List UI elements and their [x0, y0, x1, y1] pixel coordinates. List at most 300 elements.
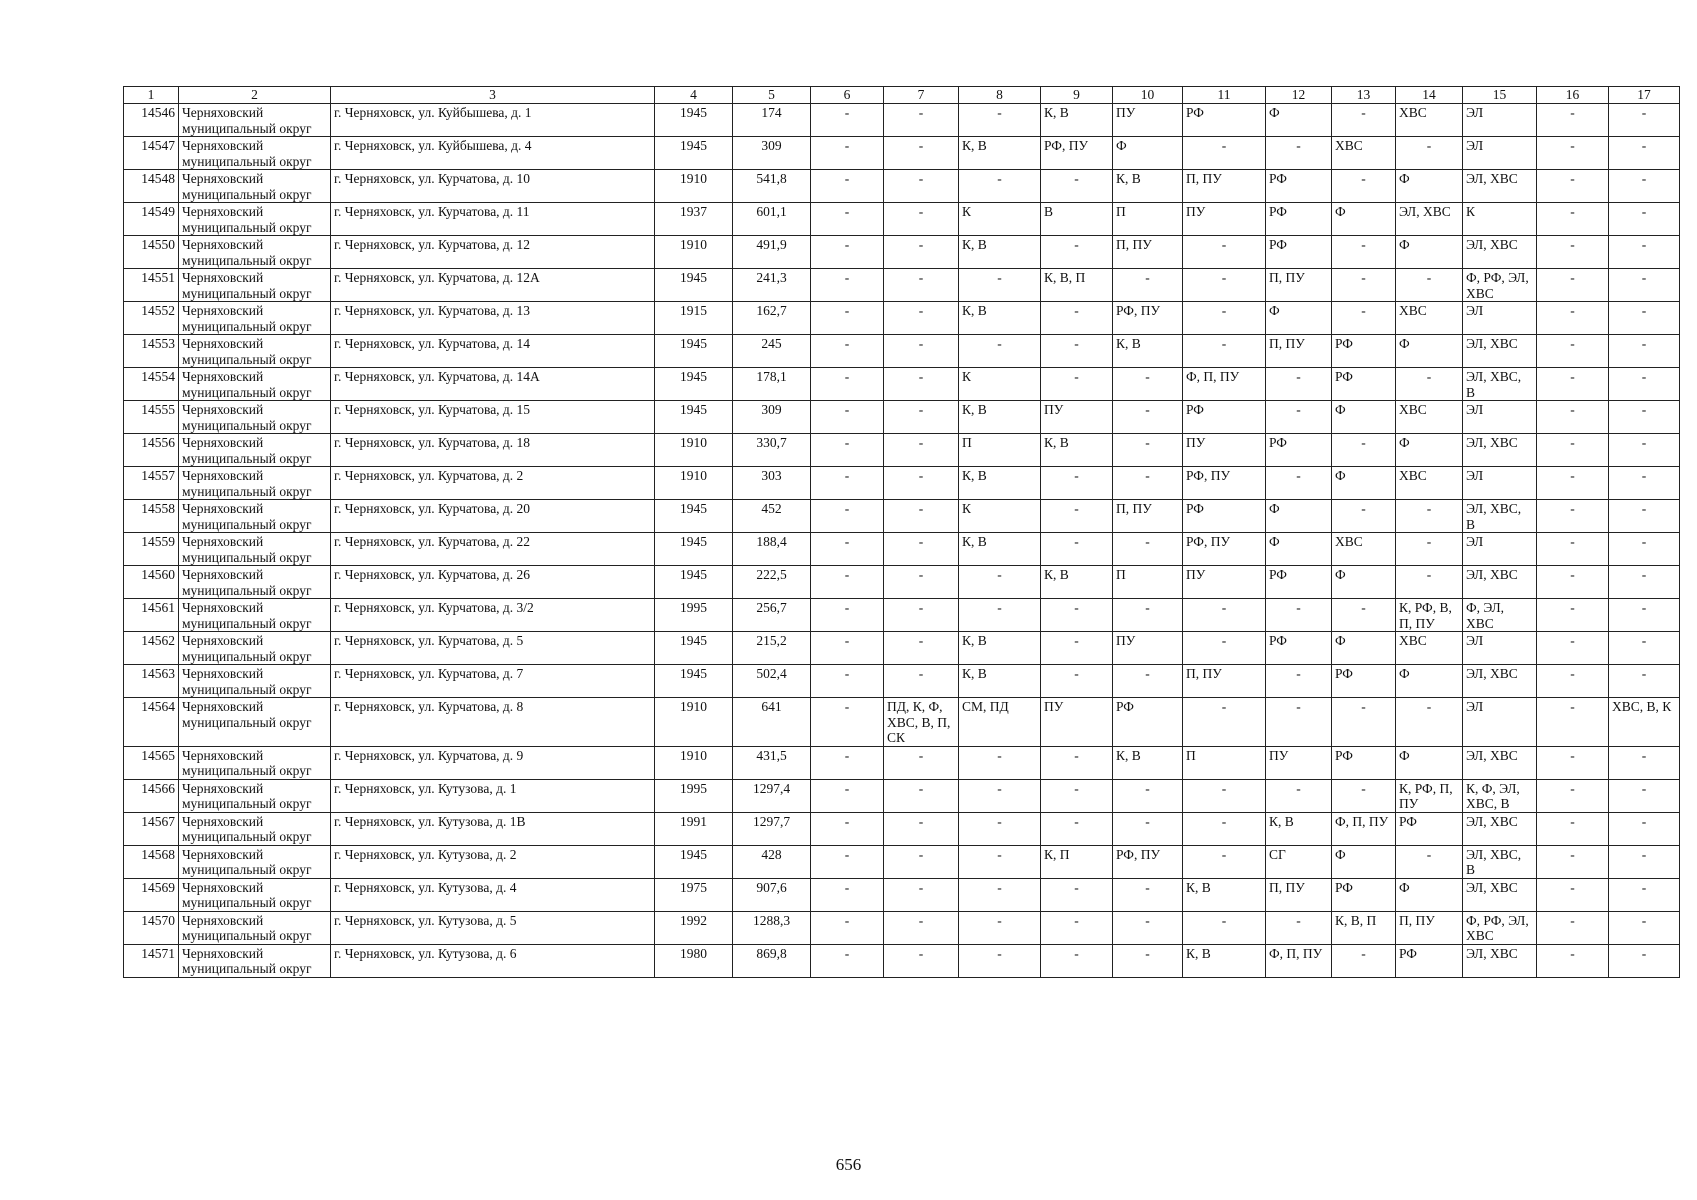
table-cell-col-1: 14570 — [124, 911, 179, 944]
table-cell-col-10: К, В — [1113, 746, 1183, 779]
table-row — [124, 533, 1680, 566]
table-cell-col-11: - — [1183, 779, 1266, 812]
table-cell-col-7: - — [884, 911, 959, 944]
table-cell-col-4: 1945 — [655, 665, 733, 698]
table-cell-col-1: 14555 — [124, 401, 179, 434]
table-cell-col-11: ПУ — [1183, 566, 1266, 599]
table-cell-col-6: - — [811, 170, 884, 203]
table-cell-col-10: - — [1113, 812, 1183, 845]
table-cell-col-7: - — [884, 746, 959, 779]
table-cell-col-5: 174 — [733, 104, 811, 137]
table-cell-col-16: - — [1537, 500, 1609, 533]
table-cell-col-14: Ф — [1396, 746, 1463, 779]
table-cell-col-15: ЭЛ, ХВС — [1463, 746, 1537, 779]
table-cell-col-10: ПУ — [1113, 632, 1183, 665]
table-cell-col-13: Ф — [1332, 566, 1396, 599]
table-cell-col-14: Ф — [1396, 335, 1463, 368]
table-cell-col-7: - — [884, 137, 959, 170]
table-cell-col-4: 1995 — [655, 599, 733, 632]
table-cell-col-8: - — [959, 746, 1041, 779]
table-cell-col-9: В — [1041, 203, 1113, 236]
table-row — [124, 203, 1680, 236]
table-cell-col-16: - — [1537, 812, 1609, 845]
table-row — [124, 845, 1680, 878]
table-cell-col-13: Ф — [1332, 401, 1396, 434]
header-row — [124, 87, 1680, 104]
table-cell-col-2: Черняховский муниципальный округ — [179, 137, 331, 170]
column-header-4: 4 — [655, 87, 733, 104]
table-cell-col-12: - — [1266, 467, 1332, 500]
table-cell-col-6: - — [811, 812, 884, 845]
table-cell-col-11: ПУ — [1183, 203, 1266, 236]
table-cell-col-9: ПУ — [1041, 401, 1113, 434]
table-cell-col-13: ХВС — [1332, 533, 1396, 566]
table-cell-col-3: г. Черняховск, ул. Курчатова, д. 20 — [331, 500, 655, 533]
table-cell-col-16: - — [1537, 779, 1609, 812]
table-cell-col-5: 309 — [733, 137, 811, 170]
table-cell-col-2: Черняховский муниципальный округ — [179, 698, 331, 747]
table-cell-col-1: 14558 — [124, 500, 179, 533]
table-cell-col-17: - — [1609, 302, 1680, 335]
table-cell-col-14: К, РФ, П, ПУ — [1396, 779, 1463, 812]
table-cell-col-13: РФ — [1332, 335, 1396, 368]
table-cell-col-7: - — [884, 368, 959, 401]
table-cell-col-6: - — [811, 236, 884, 269]
table-cell-col-10: П, ПУ — [1113, 500, 1183, 533]
page-number: 656 — [835, 1155, 862, 1174]
table-cell-col-6: - — [811, 302, 884, 335]
table-cell-col-15: ЭЛ — [1463, 533, 1537, 566]
table-cell-col-4: 1995 — [655, 779, 733, 812]
table-cell-col-12: Ф — [1266, 104, 1332, 137]
table-cell-col-6: - — [811, 698, 884, 747]
table-cell-col-17: - — [1609, 368, 1680, 401]
table-cell-col-17: - — [1609, 599, 1680, 632]
table-cell-col-15: ЭЛ, ХВС, В — [1463, 500, 1537, 533]
table-cell-col-1: 14564 — [124, 698, 179, 747]
table-cell-col-9: - — [1041, 170, 1113, 203]
table-cell-col-8: К, В — [959, 467, 1041, 500]
table-cell-col-12: - — [1266, 599, 1332, 632]
table-cell-col-1: 14556 — [124, 434, 179, 467]
table-cell-col-8: - — [959, 779, 1041, 812]
table-cell-col-4: 1945 — [655, 137, 733, 170]
table-cell-col-13: - — [1332, 599, 1396, 632]
column-header-1: 1 — [124, 87, 179, 104]
table-cell-col-14: П, ПУ — [1396, 911, 1463, 944]
table-cell-col-17: - — [1609, 878, 1680, 911]
table-cell-col-4: 1910 — [655, 698, 733, 747]
table-cell-col-10: РФ, ПУ — [1113, 845, 1183, 878]
table-cell-col-1: 14554 — [124, 368, 179, 401]
table-cell-col-14: - — [1396, 566, 1463, 599]
table-cell-col-2: Черняховский муниципальный округ — [179, 878, 331, 911]
table-cell-col-9: - — [1041, 878, 1113, 911]
table-cell-col-13: РФ — [1332, 368, 1396, 401]
table-cell-col-15: ЭЛ — [1463, 698, 1537, 747]
table-cell-col-15: Ф, РФ, ЭЛ, ХВС — [1463, 911, 1537, 944]
table-cell-col-3: г. Черняховск, ул. Курчатова, д. 2 — [331, 467, 655, 500]
table-cell-col-2: Черняховский муниципальный округ — [179, 302, 331, 335]
table-cell-col-15: ЭЛ, ХВС — [1463, 665, 1537, 698]
table-cell-col-4: 1945 — [655, 401, 733, 434]
table-cell-col-3: г. Черняховск, ул. Кутузова, д. 4 — [331, 878, 655, 911]
table-cell-col-5: 1297,4 — [733, 779, 811, 812]
table-cell-col-1: 14569 — [124, 878, 179, 911]
table-cell-col-1: 14561 — [124, 599, 179, 632]
table-cell-col-6: - — [811, 500, 884, 533]
table-cell-col-8: - — [959, 878, 1041, 911]
table-cell-col-11: К, В — [1183, 878, 1266, 911]
table-cell-col-17: - — [1609, 944, 1680, 977]
table-cell-col-2: Черняховский муниципальный округ — [179, 467, 331, 500]
table-cell-col-10: Ф — [1113, 137, 1183, 170]
column-header-8: 8 — [959, 87, 1041, 104]
table-cell-col-14: ХВС — [1396, 632, 1463, 665]
table-cell-col-14: ЭЛ, ХВС — [1396, 203, 1463, 236]
table-cell-col-4: 1945 — [655, 500, 733, 533]
table-cell-col-15: К — [1463, 203, 1537, 236]
table-cell-col-1: 14548 — [124, 170, 179, 203]
table-cell-col-15: ЭЛ, ХВС — [1463, 170, 1537, 203]
table-row — [124, 368, 1680, 401]
table-cell-col-17: - — [1609, 566, 1680, 599]
table-cell-col-5: 431,5 — [733, 746, 811, 779]
column-header-7: 7 — [884, 87, 959, 104]
table-cell-col-6: - — [811, 104, 884, 137]
table-cell-col-15: ЭЛ, ХВС — [1463, 566, 1537, 599]
table-cell-col-5: 641 — [733, 698, 811, 747]
table-cell-col-6: - — [811, 467, 884, 500]
table-cell-col-3: г. Черняховск, ул. Курчатова, д. 8 — [331, 698, 655, 747]
table-cell-col-4: 1910 — [655, 236, 733, 269]
table-cell-col-13: К, В, П — [1332, 911, 1396, 944]
table-cell-col-10: - — [1113, 911, 1183, 944]
table-cell-col-13: - — [1332, 944, 1396, 977]
table-cell-col-6: - — [811, 746, 884, 779]
table-cell-col-2: Черняховский муниципальный округ — [179, 434, 331, 467]
table-row — [124, 566, 1680, 599]
table-cell-col-14: ХВС — [1396, 467, 1463, 500]
table-cell-col-5: 907,6 — [733, 878, 811, 911]
table-row — [124, 269, 1680, 302]
table-cell-col-10: - — [1113, 878, 1183, 911]
table-cell-col-11: П, ПУ — [1183, 170, 1266, 203]
table-cell-col-17: - — [1609, 533, 1680, 566]
table-cell-col-12: П, ПУ — [1266, 335, 1332, 368]
column-header-3: 3 — [331, 87, 655, 104]
table-cell-col-14: - — [1396, 845, 1463, 878]
table-row — [124, 779, 1680, 812]
table-row — [124, 104, 1680, 137]
table-cell-col-3: г. Черняховск, ул. Кутузова, д. 6 — [331, 944, 655, 977]
table-cell-col-14: ХВС — [1396, 302, 1463, 335]
table-cell-col-16: - — [1537, 203, 1609, 236]
table-cell-col-2: Черняховский муниципальный округ — [179, 632, 331, 665]
table-cell-col-4: 1945 — [655, 533, 733, 566]
table-cell-col-12: Ф — [1266, 533, 1332, 566]
table-cell-col-7: - — [884, 203, 959, 236]
table-cell-col-7: - — [884, 878, 959, 911]
table-cell-col-13: - — [1332, 104, 1396, 137]
table-cell-col-9: - — [1041, 632, 1113, 665]
table-cell-col-3: г. Черняховск, ул. Куйбышева, д. 1 — [331, 104, 655, 137]
table-cell-col-12: - — [1266, 698, 1332, 747]
table-cell-col-1: 14566 — [124, 779, 179, 812]
table-cell-col-4: 1945 — [655, 845, 733, 878]
table-cell-col-9: К, П — [1041, 845, 1113, 878]
table-cell-col-7: - — [884, 566, 959, 599]
table-cell-col-7: - — [884, 302, 959, 335]
table-cell-col-15: Ф, РФ, ЭЛ, ХВС — [1463, 269, 1537, 302]
table-cell-col-13: РФ — [1332, 878, 1396, 911]
table-cell-col-1: 14565 — [124, 746, 179, 779]
table-cell-col-16: - — [1537, 137, 1609, 170]
table-cell-col-9: РФ, ПУ — [1041, 137, 1113, 170]
table-cell-col-1: 14571 — [124, 944, 179, 977]
table-cell-col-16: - — [1537, 845, 1609, 878]
table-cell-col-3: г. Черняховск, ул. Курчатова, д. 12 — [331, 236, 655, 269]
table-cell-col-14: Ф — [1396, 434, 1463, 467]
table-cell-col-13: Ф — [1332, 203, 1396, 236]
table-row — [124, 335, 1680, 368]
table-cell-col-6: - — [811, 533, 884, 566]
table-row — [124, 698, 1680, 747]
table-cell-col-15: ЭЛ — [1463, 302, 1537, 335]
table-cell-col-14: - — [1396, 698, 1463, 747]
table-cell-col-11: РФ — [1183, 500, 1266, 533]
table-body — [124, 104, 1680, 978]
column-header-12: 12 — [1266, 87, 1332, 104]
table-row — [124, 302, 1680, 335]
table-cell-col-1: 14568 — [124, 845, 179, 878]
table-cell-col-2: Черняховский муниципальный округ — [179, 944, 331, 977]
table-cell-col-1: 14552 — [124, 302, 179, 335]
table-cell-col-15: ЭЛ — [1463, 467, 1537, 500]
table-cell-col-12: - — [1266, 368, 1332, 401]
table-cell-col-10: К, В — [1113, 170, 1183, 203]
table-row — [124, 944, 1680, 977]
table-cell-col-3: г. Черняховск, ул. Курчатова, д. 14А — [331, 368, 655, 401]
table-cell-col-5: 178,1 — [733, 368, 811, 401]
table-cell-col-15: ЭЛ — [1463, 137, 1537, 170]
table-cell-col-14: - — [1396, 269, 1463, 302]
table-cell-col-12: - — [1266, 665, 1332, 698]
table-cell-col-16: - — [1537, 302, 1609, 335]
table-cell-col-10: - — [1113, 269, 1183, 302]
table-cell-col-5: 215,2 — [733, 632, 811, 665]
table-cell-col-5: 502,4 — [733, 665, 811, 698]
table-cell-col-14: Ф — [1396, 236, 1463, 269]
table-cell-col-7: - — [884, 812, 959, 845]
table-cell-col-16: - — [1537, 335, 1609, 368]
table-cell-col-15: ЭЛ — [1463, 104, 1537, 137]
table-cell-col-7: - — [884, 434, 959, 467]
table-cell-col-3: г. Черняховск, ул. Кутузова, д. 2 — [331, 845, 655, 878]
table-cell-col-11: - — [1183, 845, 1266, 878]
table-cell-col-1: 14551 — [124, 269, 179, 302]
table-cell-col-8: К, В — [959, 632, 1041, 665]
table-cell-col-3: г. Черняховск, ул. Курчатова, д. 11 — [331, 203, 655, 236]
table-cell-col-7: - — [884, 401, 959, 434]
table-cell-col-9: - — [1041, 368, 1113, 401]
table-cell-col-10: - — [1113, 665, 1183, 698]
table-cell-col-8: СМ, ПД — [959, 698, 1041, 747]
table-cell-col-10: - — [1113, 434, 1183, 467]
register-table — [123, 86, 1680, 978]
table-cell-col-1: 14559 — [124, 533, 179, 566]
table-cell-col-10: РФ — [1113, 698, 1183, 747]
table-cell-col-10: - — [1113, 599, 1183, 632]
table-cell-col-17: - — [1609, 779, 1680, 812]
table-cell-col-11: Ф, П, ПУ — [1183, 368, 1266, 401]
table-cell-col-10: П — [1113, 203, 1183, 236]
table-cell-col-2: Черняховский муниципальный округ — [179, 533, 331, 566]
table-cell-col-13: - — [1332, 698, 1396, 747]
table-cell-col-8: К — [959, 203, 1041, 236]
table-cell-col-9: - — [1041, 746, 1113, 779]
table-cell-col-15: ЭЛ, ХВС — [1463, 335, 1537, 368]
table-cell-col-2: Черняховский муниципальный округ — [179, 203, 331, 236]
table-cell-col-9: - — [1041, 500, 1113, 533]
table-cell-col-7: - — [884, 845, 959, 878]
table-row — [124, 878, 1680, 911]
table-cell-col-6: - — [811, 335, 884, 368]
table-cell-col-3: г. Черняховск, ул. Курчатова, д. 10 — [331, 170, 655, 203]
table-cell-col-12: РФ — [1266, 566, 1332, 599]
table-cell-col-15: ЭЛ, ХВС — [1463, 944, 1537, 977]
table-cell-col-13: Ф, П, ПУ — [1332, 812, 1396, 845]
table-cell-col-2: Черняховский муниципальный округ — [179, 779, 331, 812]
table-cell-col-6: - — [811, 845, 884, 878]
table-cell-col-11: - — [1183, 599, 1266, 632]
table-cell-col-2: Черняховский муниципальный округ — [179, 170, 331, 203]
table-cell-col-7: - — [884, 665, 959, 698]
table-cell-col-16: - — [1537, 746, 1609, 779]
table-cell-col-3: г. Черняховск, ул. Курчатова, д. 5 — [331, 632, 655, 665]
table-cell-col-1: 14563 — [124, 665, 179, 698]
table-cell-col-3: г. Черняховск, ул. Курчатова, д. 12А — [331, 269, 655, 302]
table-cell-col-8: К, В — [959, 665, 1041, 698]
table-cell-col-7: - — [884, 632, 959, 665]
table-cell-col-8: - — [959, 944, 1041, 977]
table-cell-col-4: 1992 — [655, 911, 733, 944]
table-cell-col-5: 428 — [733, 845, 811, 878]
table-cell-col-16: - — [1537, 533, 1609, 566]
table-cell-col-5: 162,7 — [733, 302, 811, 335]
table-cell-col-4: 1945 — [655, 632, 733, 665]
table-cell-col-7: - — [884, 467, 959, 500]
column-header-15: 15 — [1463, 87, 1537, 104]
table-cell-col-16: - — [1537, 170, 1609, 203]
table-cell-col-12: П, ПУ — [1266, 269, 1332, 302]
table-cell-col-12: РФ — [1266, 434, 1332, 467]
table-cell-col-14: Ф — [1396, 665, 1463, 698]
table-cell-col-6: - — [811, 566, 884, 599]
table-cell-col-1: 14549 — [124, 203, 179, 236]
table-cell-col-10: - — [1113, 401, 1183, 434]
table-cell-col-6: - — [811, 368, 884, 401]
table-cell-col-8: - — [959, 269, 1041, 302]
table-cell-col-3: г. Черняховск, ул. Кутузова, д. 1В — [331, 812, 655, 845]
table-cell-col-3: г. Черняховск, ул. Курчатова, д. 18 — [331, 434, 655, 467]
table-cell-col-6: - — [811, 434, 884, 467]
table-cell-col-13: - — [1332, 434, 1396, 467]
table-cell-col-11: - — [1183, 335, 1266, 368]
table-cell-col-7: - — [884, 944, 959, 977]
table-cell-col-8: - — [959, 335, 1041, 368]
table-cell-col-2: Черняховский муниципальный округ — [179, 401, 331, 434]
table-cell-col-5: 309 — [733, 401, 811, 434]
table-cell-col-12: РФ — [1266, 236, 1332, 269]
table-cell-col-15: ЭЛ — [1463, 632, 1537, 665]
table-cell-col-8: К, В — [959, 533, 1041, 566]
table-cell-col-5: 245 — [733, 335, 811, 368]
table-cell-col-11: - — [1183, 812, 1266, 845]
table-cell-col-2: Черняховский муниципальный округ — [179, 812, 331, 845]
column-header-5: 5 — [733, 87, 811, 104]
table-cell-col-8: - — [959, 599, 1041, 632]
table-cell-col-9: - — [1041, 236, 1113, 269]
table-cell-col-17: - — [1609, 665, 1680, 698]
table-cell-col-17: - — [1609, 203, 1680, 236]
table-cell-col-2: Черняховский муниципальный округ — [179, 566, 331, 599]
table-cell-col-17: - — [1609, 137, 1680, 170]
table-cell-col-10: - — [1113, 467, 1183, 500]
table-cell-col-13: - — [1332, 269, 1396, 302]
table-cell-col-15: Ф, ЭЛ, ХВС — [1463, 599, 1537, 632]
table-cell-col-11: П, ПУ — [1183, 665, 1266, 698]
table-cell-col-17: - — [1609, 812, 1680, 845]
table-cell-col-2: Черняховский муниципальный округ — [179, 269, 331, 302]
table-cell-col-9: - — [1041, 944, 1113, 977]
table-cell-col-5: 188,4 — [733, 533, 811, 566]
table-cell-col-13: - — [1332, 779, 1396, 812]
table-cell-col-14: - — [1396, 533, 1463, 566]
table-cell-col-3: г. Черняховск, ул. Кутузова, д. 1 — [331, 779, 655, 812]
table-cell-col-8: - — [959, 911, 1041, 944]
table-cell-col-17: - — [1609, 335, 1680, 368]
table-cell-col-1: 14557 — [124, 467, 179, 500]
table-cell-col-10: - — [1113, 533, 1183, 566]
table-cell-col-16: - — [1537, 698, 1609, 747]
table-cell-col-17: - — [1609, 746, 1680, 779]
column-header-2: 2 — [179, 87, 331, 104]
table-cell-col-8: К — [959, 500, 1041, 533]
table-cell-col-4: 1910 — [655, 746, 733, 779]
table-cell-col-9: К, В, П — [1041, 269, 1113, 302]
table-cell-col-3: г. Черняховск, ул. Курчатова, д. 22 — [331, 533, 655, 566]
table-row — [124, 632, 1680, 665]
table-cell-col-4: 1910 — [655, 434, 733, 467]
table-cell-col-13: - — [1332, 500, 1396, 533]
table-cell-col-13: Ф — [1332, 467, 1396, 500]
table-cell-col-12: РФ — [1266, 170, 1332, 203]
table-cell-col-7: - — [884, 104, 959, 137]
table-cell-col-9: - — [1041, 302, 1113, 335]
table-cell-col-4: 1945 — [655, 566, 733, 599]
table-cell-col-13: РФ — [1332, 665, 1396, 698]
table-cell-col-11: - — [1183, 632, 1266, 665]
table-cell-col-12: Ф — [1266, 500, 1332, 533]
table-cell-col-16: - — [1537, 599, 1609, 632]
table-cell-col-14: ХВС — [1396, 104, 1463, 137]
table-cell-col-1: 14560 — [124, 566, 179, 599]
table-cell-col-8: К, В — [959, 137, 1041, 170]
table-row — [124, 500, 1680, 533]
table-cell-col-7: - — [884, 236, 959, 269]
table-cell-col-11: РФ — [1183, 401, 1266, 434]
